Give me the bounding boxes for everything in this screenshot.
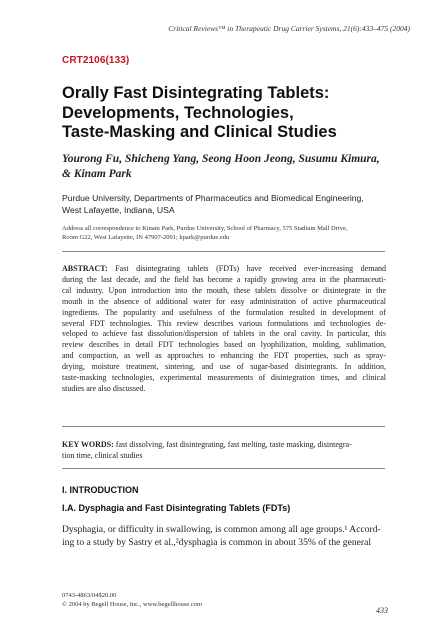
correspondence-line: Room G22, West Lafayette, IN 47907-2091; kpark@purdue.edu (62, 234, 230, 241)
abstract-line: and compaction, as well as approaches to enhancing the FDT properties, such as spray- (62, 351, 386, 361)
affiliation (62, 192, 402, 216)
article-title (62, 84, 392, 143)
footer-line: 0743-4863/04$20.00 (62, 592, 117, 599)
body-text (62, 523, 386, 549)
journal-header: Critical Reviews™ in Therapeutic Drug Carrier Systems, 21(6):433–475 (2004) (168, 24, 410, 33)
keywords-line (62, 440, 386, 451)
abstract-line: several FDT technologies. This review describes various formulations and technologies de- (62, 318, 386, 328)
title-line: Taste-Masking and Clinical Studies (62, 123, 337, 141)
divider-rule (62, 426, 385, 427)
author-line: & Kinam Park (62, 168, 132, 180)
correspondence (62, 224, 402, 242)
divider-rule (62, 251, 385, 252)
keywords-text: fast dissolving, fast disintegrating, fast melting, taste masking, disintegra- (113, 440, 352, 449)
abstract-line: drying, moisture treatment, sintering, and use of sugar-based disintegrants. In addition, (62, 362, 386, 372)
subsection-heading: I.A. Dysphagia and Fast Disintegrating Tablets (FDTs) (62, 503, 291, 513)
keywords-label: KEY WORDS: (62, 440, 114, 449)
correspondence-line: Address all correspondence to Kinam Park, Purdue University, School of Pharmacy, 575 Stadium Mall Drive, (62, 225, 348, 232)
abstract-line: veloped to achieve fast dissolution/dispersion of tablets in the oral cavity. In particular, this (62, 329, 386, 339)
abstract-line: ingredients. The popularity and usefulness of the formulation resulted in development of (62, 307, 386, 317)
divider-rule (62, 468, 385, 469)
abstract (62, 264, 386, 395)
footer-copyright (62, 591, 202, 609)
abstract-line: review describes in detail FDT technologies based on lyophilization, molding, sublimation, (62, 340, 386, 350)
title-line: Developments, Technologies, (62, 103, 294, 122)
abstract-line: cal industry. Upon introduction into the mouth, these tablets dissolve or disintegrate in the (62, 285, 386, 295)
keywords-line: tion time, clinical studies (62, 450, 143, 460)
abstract-line: studies are also discussed. (62, 383, 146, 393)
abstract-text: Fast disintegrating tablets (FDTs) have received ever-increasing demand (107, 264, 386, 273)
author-line: Yourong Fu, Shicheng Yang, Seong Hoon Jeong, Susumu Kimura, (62, 153, 380, 165)
body-line: Dysphagia, or difficulty in swallowing, is common among all age groups.¹ Accord- (62, 524, 381, 535)
page-number: 433 (376, 606, 388, 615)
title-line: Orally Fast Disintegrating Tablets: (62, 84, 330, 102)
section-heading: I. INTRODUCTION (62, 485, 139, 495)
footer-line: © 2004 by Begell House, Inc., www.begellhouse.com (62, 601, 203, 608)
abstract-line: taste-masking technologies, experimental measurements of disintegration times, and clinical (62, 373, 386, 383)
keywords (62, 440, 386, 462)
author-list (62, 152, 402, 182)
abstract-line: during the last decade, and the field has become a rapidly growing area in the pharmaceuti- (62, 274, 386, 284)
affiliation-line: West Lafayette, Indiana, USA (62, 205, 175, 215)
affiliation-line: Purdue University, Departments of Pharmaceutics and Biomedical Engineering, (62, 193, 364, 203)
article-code: CRT2106(133) (62, 55, 130, 66)
body-line: ing to a study by Sastry et al.,²dysphagia is common in about 35% of the general (62, 537, 372, 548)
abstract-line (62, 264, 386, 275)
abstract-label: ABSTRACT: (62, 264, 108, 273)
abstract-line: mouth in the absence of additional water for easy administration of active pharmaceutical (62, 296, 386, 306)
